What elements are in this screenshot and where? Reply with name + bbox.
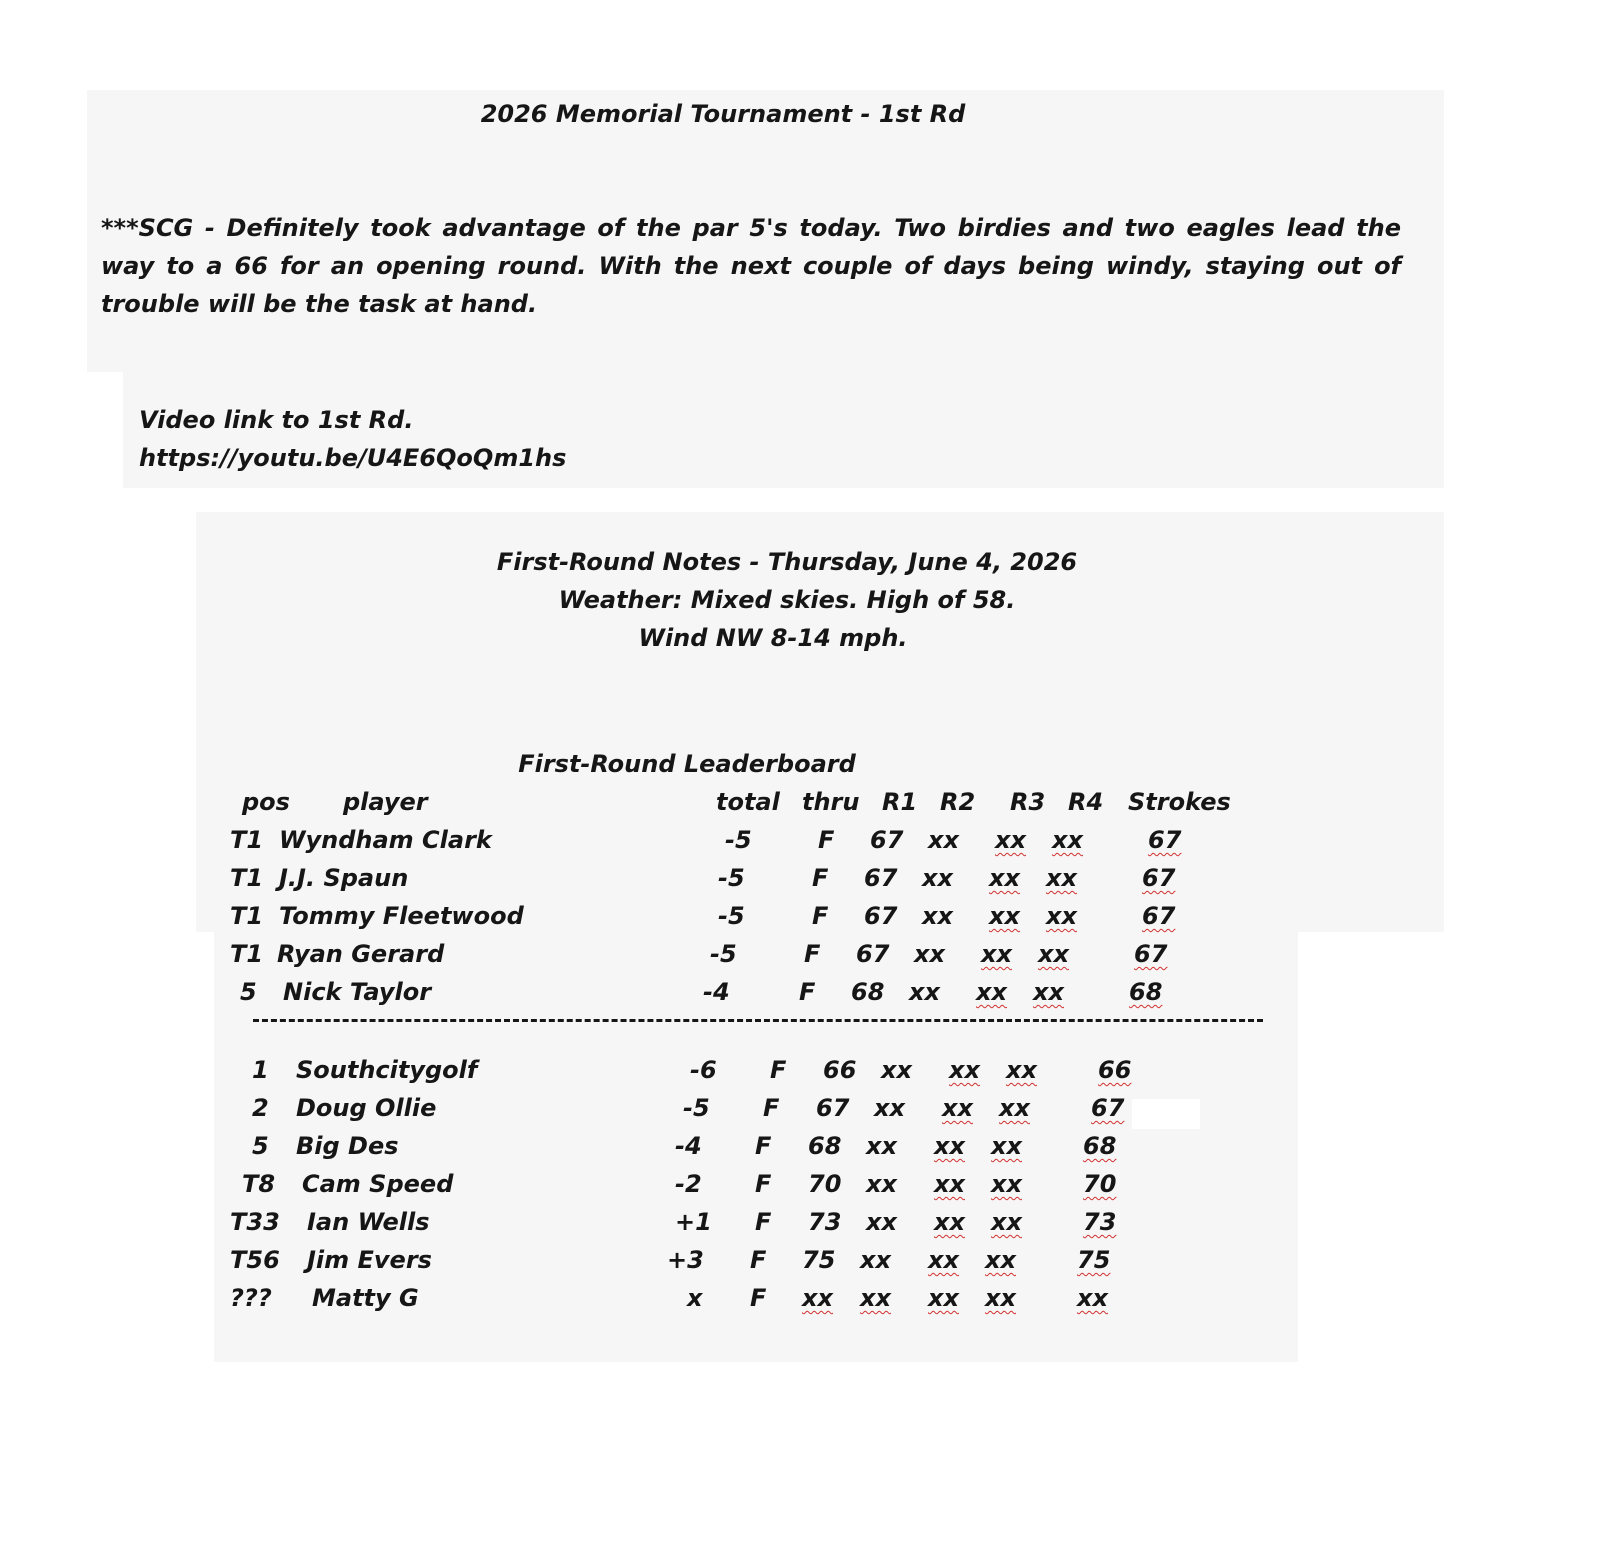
pool-player-cell: Ian Wells <box>307 1208 430 1236</box>
column-header-r1: R1 <box>882 788 918 816</box>
pro-r3-cell: xx <box>989 902 1020 930</box>
pro-r4-cell: xx <box>1052 826 1083 854</box>
pool-strokes-cell: xx <box>1077 1284 1108 1312</box>
pro-r4-cell: xx <box>1033 978 1064 1006</box>
pool-thru-cell: F <box>750 1246 767 1274</box>
pool-r4-cell: xx <box>991 1208 1022 1236</box>
pro-pos-cell: T1 <box>230 826 264 854</box>
pool-r4-cell: xx <box>991 1132 1022 1160</box>
pool-r2-cell: xx <box>860 1246 891 1274</box>
page-title: 2026 Memorial Tournament - 1st Rd <box>480 100 966 128</box>
pool-total-cell: -2 <box>675 1170 702 1198</box>
report-paragraph: ***SCG - Definitely took advantage of the par 5's today. Two birdies and two eagles lead the way to a 66 for an opening round. With the next couple of days being windy, staying out of trouble will be the task at hand. <box>101 214 1401 318</box>
notes-date: First-Round Notes - Thursday, June 4, 2026 <box>496 548 1078 576</box>
pool-r1-cell: 68 <box>808 1132 842 1160</box>
pool-r3-cell: xx <box>934 1170 965 1198</box>
pro-r4-cell: xx <box>1038 940 1069 968</box>
column-header-strokes: Strokes <box>1128 788 1231 816</box>
pool-r4-cell: xx <box>985 1246 1016 1274</box>
pool-player-cell: Jim Evers <box>307 1246 432 1274</box>
pool-r1-cell: 75 <box>802 1246 836 1274</box>
notes-wind: Wind NW 8-14 mph. <box>638 624 908 652</box>
pool-pos-cell: 2 <box>252 1094 269 1122</box>
pool-r3-cell: xx <box>949 1056 980 1084</box>
pro-strokes-cell: 67 <box>1134 940 1168 968</box>
pro-total-cell: -4 <box>703 978 730 1006</box>
pool-strokes-cell: 68 <box>1083 1132 1117 1160</box>
pool-thru-cell: F <box>750 1284 767 1312</box>
pool-r1-cell: 66 <box>823 1056 857 1084</box>
pro-r4-cell: xx <box>1046 902 1077 930</box>
section-divider <box>253 1019 1263 1022</box>
pro-player-cell: Wyndham Clark <box>279 826 492 854</box>
pool-total-cell: +3 <box>667 1246 704 1274</box>
pro-strokes-cell: 67 <box>1142 864 1176 892</box>
pool-pos-cell: 1 <box>252 1056 269 1084</box>
pool-thru-cell: F <box>770 1056 787 1084</box>
column-header-total: total <box>716 788 780 816</box>
pool-r4-cell: xx <box>999 1094 1030 1122</box>
pool-pos-cell: T33 <box>230 1208 280 1236</box>
pool-r4-cell: xx <box>991 1170 1022 1198</box>
pool-r3-cell: xx <box>928 1246 959 1274</box>
pool-r2-cell: xx <box>866 1170 897 1198</box>
pool-strokes-cell: 70 <box>1083 1170 1117 1198</box>
pool-strokes-cell: 66 <box>1098 1056 1132 1084</box>
pro-total-cell: -5 <box>718 902 745 930</box>
pool-r2-cell: xx <box>866 1132 897 1160</box>
pool-pos-cell: T56 <box>230 1246 280 1274</box>
pro-thru-cell: F <box>804 940 821 968</box>
column-header-pos: pos <box>242 788 290 816</box>
pro-player-cell: Ryan Gerard <box>277 940 445 968</box>
pro-total-cell: -5 <box>725 826 752 854</box>
pro-strokes-cell: 67 <box>1148 826 1182 854</box>
pool-r4-cell: xx <box>1006 1056 1037 1084</box>
pool-r4-cell: xx <box>985 1284 1016 1312</box>
pro-pos-cell: T1 <box>230 864 264 892</box>
pool-player-cell: Southcitygolf <box>296 1056 478 1084</box>
pool-r2-cell: xx <box>866 1208 897 1236</box>
pool-r1-cell: 70 <box>808 1170 842 1198</box>
column-header-r4: R4 <box>1068 788 1104 816</box>
pool-thru-cell: F <box>755 1132 772 1160</box>
pool-r3-cell: xx <box>942 1094 973 1122</box>
pool-thru-cell: F <box>755 1208 772 1236</box>
pro-strokes-cell: 67 <box>1142 902 1176 930</box>
pro-total-cell: -5 <box>718 864 745 892</box>
pool-thru-cell: F <box>763 1094 780 1122</box>
pool-r3-cell: xx <box>934 1208 965 1236</box>
pool-player-cell: Big Des <box>296 1132 399 1160</box>
column-header-player: player <box>343 788 428 816</box>
pro-thru-cell: F <box>818 826 835 854</box>
pool-total-cell: -6 <box>690 1056 717 1084</box>
pool-r3-cell: xx <box>928 1284 959 1312</box>
pool-player-cell: Cam Speed <box>302 1170 454 1198</box>
pro-r4-cell: xx <box>1046 864 1077 892</box>
pool-r1-cell: 73 <box>808 1208 842 1236</box>
pool-r2-cell: xx <box>860 1284 891 1312</box>
pro-r2-cell: xx <box>922 864 953 892</box>
pool-total-cell: -4 <box>675 1132 702 1160</box>
pool-player-cell: Doug Ollie <box>296 1094 437 1122</box>
pro-pos-cell: T1 <box>230 940 264 968</box>
pro-total-cell: -5 <box>710 940 737 968</box>
pool-strokes-cell: 75 <box>1077 1246 1111 1274</box>
pool-r1-cell: 67 <box>816 1094 850 1122</box>
pro-thru-cell: F <box>799 978 816 1006</box>
pool-player-cell: Matty G <box>312 1284 419 1312</box>
pool-r2-cell: xx <box>874 1094 905 1122</box>
pool-total-cell: -5 <box>683 1094 710 1122</box>
overlay-patch <box>1132 1099 1200 1129</box>
pro-r3-cell: xx <box>981 940 1012 968</box>
pro-pos-cell: 5 <box>240 978 257 1006</box>
pro-r3-cell: xx <box>995 826 1026 854</box>
video-link[interactable]: https://youtu.be/U4E6QoQm1hs <box>139 444 567 472</box>
leaderboard-title: First-Round Leaderboard <box>518 750 856 778</box>
pro-r1-cell: 67 <box>864 864 898 892</box>
pro-player-cell: Nick Taylor <box>283 978 432 1006</box>
pool-total-cell: x <box>687 1284 703 1312</box>
pool-pos-cell: T8 <box>242 1170 276 1198</box>
notes-weather: Weather: Mixed skies. High of 58. <box>558 586 1016 614</box>
pro-r2-cell: xx <box>914 940 945 968</box>
pool-r2-cell: xx <box>881 1056 912 1084</box>
pro-player-cell: Tommy Fleetwood <box>279 902 524 930</box>
pool-pos-cell: ??? <box>230 1284 272 1312</box>
pro-thru-cell: F <box>812 902 829 930</box>
pro-r1-cell: 67 <box>864 902 898 930</box>
pool-strokes-cell: 67 <box>1091 1094 1125 1122</box>
pro-strokes-cell: 68 <box>1129 978 1163 1006</box>
pool-pos-cell: 5 <box>252 1132 269 1160</box>
pool-strokes-cell: 73 <box>1083 1208 1117 1236</box>
pro-player-cell: J.J. Spaun <box>279 864 409 892</box>
pro-pos-cell: T1 <box>230 902 264 930</box>
pro-r3-cell: xx <box>989 864 1020 892</box>
video-label: Video link to 1st Rd. <box>139 406 414 434</box>
pool-r3-cell: xx <box>934 1132 965 1160</box>
pro-r2-cell: xx <box>909 978 940 1006</box>
pro-r1-cell: 67 <box>870 826 904 854</box>
pro-r2-cell: xx <box>928 826 959 854</box>
pool-total-cell: +1 <box>675 1208 712 1236</box>
pro-r1-cell: 68 <box>851 978 885 1006</box>
column-header-r3: R3 <box>1010 788 1046 816</box>
pro-r1-cell: 67 <box>856 940 890 968</box>
pro-r2-cell: xx <box>922 902 953 930</box>
column-header-thru: thru <box>802 788 860 816</box>
pool-thru-cell: F <box>755 1170 772 1198</box>
pro-r3-cell: xx <box>976 978 1007 1006</box>
column-header-r2: R2 <box>940 788 976 816</box>
pro-thru-cell: F <box>812 864 829 892</box>
pool-r1-cell: xx <box>802 1284 833 1312</box>
